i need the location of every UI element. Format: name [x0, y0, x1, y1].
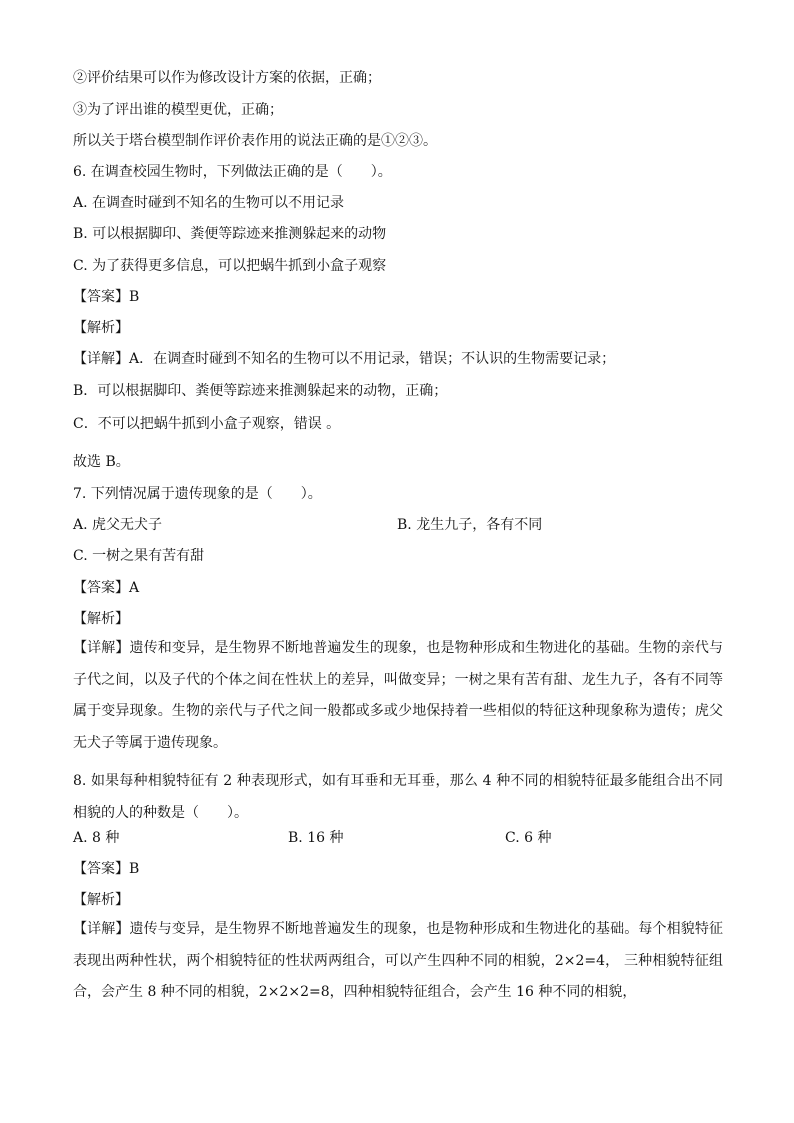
q7-option-a: A. 虎父无犬子 — [73, 517, 163, 533]
q6-answer: 【答案】B — [73, 289, 140, 305]
q6-final: 故选 B。 — [73, 454, 130, 470]
q8-option-b: B. 16 种 — [288, 830, 344, 846]
q6-stem: 6. 在调查校园生物时，下列做法正确的是（ ）。 — [73, 164, 392, 180]
q7-detail: 【详解】遗传和变异，是生物界不断地普遍发生的现象，也是物种形成和生物进化的基础。生物的亲代与子代之间，以及子代的个体之间在性状上的差异，叫做变异；一树之果有苦有甜、龙生九子，各有不同等属于变异现象。生物的亲代与子代之间一般都或多或少地保持着一些相似的特征这种现象称为遗传；虎父无犬子等属于遗传现象。 — [73, 640, 723, 751]
q8-answer: 【答案】B — [73, 861, 140, 877]
q7-option-b: B. 龙生九子，各有不同 — [397, 517, 543, 533]
q8-option-a: A. 8 种 — [73, 830, 120, 846]
q8-detail: 【详解】遗传与变异，是生物界不断地普遍发生的现象，也是物种形成和生物进化的基础。每个相貌特征表现出两种性状，两个相貌特征的性状两两组合，可以产生四种不同的相貌，2×2=4， 三种相貌特征组合，会产生 8 种不同的相貌，2×2×2=8，四种相貌特征组合，会产生 16 种不同的相貌， — [73, 921, 723, 1000]
q7-analysis-heading: 【解析】 — [73, 611, 129, 627]
prev-item-3: ③为了评出谁的模型更优，正确； — [73, 102, 283, 118]
q7-answer: 【答案】A — [73, 580, 140, 596]
prev-item-2: ②评价结果可以作为修改设计方案的依据，正确； — [73, 70, 381, 86]
q6-option-b: B. 可以根据脚印、粪便等踪迹来推测躲起来的动物 — [73, 226, 387, 242]
prev-conclusion: 所以关于塔台模型制作评价表作用的说法正确的是①②③。 — [73, 133, 437, 149]
q6-detail-c: C．不可以把蜗牛抓到小盒子观察，错误 。 — [73, 416, 341, 432]
q8-option-c: C. 6 种 — [505, 830, 552, 846]
q6-option-a: A. 在调查时碰到不知名的生物可以不用记录 — [73, 195, 345, 211]
q7-option-c: C. 一树之果有苦有甜 — [73, 548, 205, 564]
q6-analysis-heading: 【解析】 — [73, 320, 129, 336]
q6-detail-b: B．可以根据脚印、粪便等踪迹来推测躲起来的动物，正确； — [73, 383, 448, 399]
q6-detail-a: 【详解】A．在调查时碰到不知名的生物可以不用记录，错误；不认识的生物需要记录； — [73, 351, 616, 367]
q8-stem: 8. 如果每种相貌特征有 2 种表现形式，如有耳垂和无耳垂，那么 4 种不同的相貌特征最多能组合出不同相貌的人的种数是（ ）。 — [73, 773, 723, 821]
q7-stem: 7. 下列情况属于遗传现象的是（ ）。 — [73, 486, 322, 502]
q8-analysis-heading: 【解析】 — [73, 892, 129, 908]
q6-option-c: C. 为了获得更多信息，可以把蜗牛抓到小盒子观察 — [73, 258, 387, 274]
